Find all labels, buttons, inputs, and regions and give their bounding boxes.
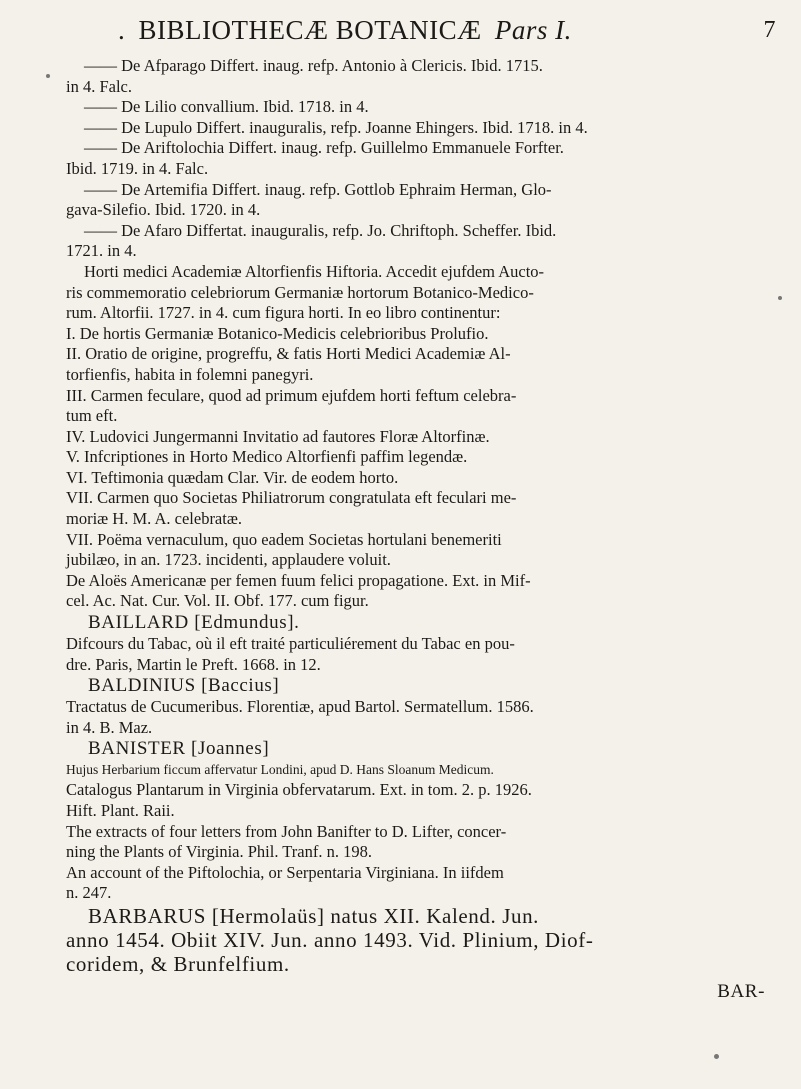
text-line: V. Infcriptiones in Horto Medico Altorfienfi paffim legendæ. [66, 447, 468, 467]
page-number: 7 [763, 17, 776, 43]
text-line: in 4. Falc. [66, 76, 132, 96]
text-line: VII. Poëma vernaculum, quo eadem Societas hortulani benemeriti [66, 529, 502, 549]
catchword: BAR- [717, 980, 765, 1002]
text-line: The extracts of four letters from John Banifter to D. Lifter, concer- [66, 821, 507, 841]
text-line: Ibid. 1719. in 4. Falc. [66, 158, 209, 178]
text-line: —— De Artemifia Differt. inaug. refp. Gottlob Ephraim Herman, Glo- [84, 179, 552, 199]
ink-speck [46, 74, 50, 78]
text-line: moriæ H. M. A. celebratæ. [66, 509, 242, 529]
page-body [66, 56, 771, 1003]
text-line: rum. Altorfii. 1727. in 4. cum figura horti. In eo libro continentur: [66, 303, 501, 323]
text-line: jubilæo, in an. 1723. incidenti, applaudere voluit. [66, 550, 391, 570]
text-line: torfienfis, habita in folemni panegyri. [66, 364, 314, 384]
text-line: tum eft. [66, 406, 118, 426]
header-part: Pars I. [494, 15, 572, 45]
text-line: Difcours du Tabac, où il eft traité particuliérement du Tabac en pou- [66, 634, 515, 654]
text-line: III. Carmen feculare, quod ad primum ejufdem horti feftum celebra- [66, 385, 517, 405]
text-line: cel. Ac. Nat. Cur. Vol. II. Obf. 177. cum figur. [66, 591, 369, 611]
text-line: IV. Ludovici Jungermanni Invitatio ad fautores Floræ Altorfinæ. [66, 426, 490, 446]
text-line: ning the Plants of Virginia. Phil. Tranf. n. 198. [66, 842, 372, 862]
text-line: —— De Lupulo Differt. inauguralis, refp. Joanne Ehingers. Ibid. 1718. in 4. [84, 117, 588, 137]
text-line: —— De Ariftolochia Differt. inaug. refp. Guillelmo Emmanuele Forfter. [84, 138, 564, 158]
text-line: dre. Paris, Martin le Preft. 1668. in 12. [66, 654, 321, 674]
running-header [118, 15, 776, 46]
text-line: —— De Afparago Differt. inaug. refp. Antonio à Clericis. Ibid. 1715. [84, 56, 543, 75]
text-line: gava-Silefio. Ibid. 1720. in 4. [66, 200, 261, 220]
text-line: Hujus Herbarium ficcum affervatur Londini, apud D. Hans Sloanum Medicum. [66, 762, 494, 778]
text-line: anno 1454. Obiit XIV. Jun. anno 1493. Vid. Plinium, Diof- [66, 927, 594, 952]
text-line: BAILLARD [Edmundus]. [88, 612, 300, 634]
text-line: I. De hortis Germaniæ Botanico-Medicis celebrioribus Prolufio. [66, 323, 489, 343]
text-line: —— De Afaro Differtat. inauguralis, refp. Jo. Chriftoph. Scheffer. Ibid. [84, 220, 557, 240]
text-line: Catalogus Plantarum in Virginia obfervatarum. Ext. in tom. 2. p. 1926. [66, 780, 532, 800]
text-line: BALDINIUS [Baccius] [88, 675, 280, 697]
text-line: An account of the Piftolochia, or Serpentaria Virginiana. In iifdem [66, 862, 504, 882]
text-line: n. 247. [66, 883, 112, 903]
text-line: ris commemoratio celebriorum Germaniæ hortorum Botanico-Medico- [66, 282, 534, 302]
text-line: coridem, & Brunfelfium. [66, 951, 290, 976]
text-line: De Aloës Americanæ per femen fuum felici propagatione. Ext. in Mif- [66, 570, 531, 590]
text-line: 1721. in 4. [66, 241, 137, 261]
text-line: in 4. B. Maz. [66, 717, 153, 737]
text-line: BARBARUS [Hermolaüs] natus XII. Kalend. Jun. [88, 903, 540, 928]
ink-speck [778, 296, 782, 300]
text-line: II. Oratio de origine, progreffu, & fatis Horti Medici Academiæ Al- [66, 344, 511, 364]
text-line: BANISTER [Joannes] [88, 738, 270, 760]
text-line: Tractatus de Cucumeribus. Florentiæ, apud Bartol. Sermatellum. 1586. [66, 697, 534, 717]
text-line: Hift. Plant. Raii. [66, 801, 175, 820]
ink-speck [714, 1054, 719, 1059]
text-line: VII. Carmen quo Societas Philiatrorum congratulata eft feculari me- [66, 488, 517, 508]
text-line: Horti medici Academiæ Altorfienfis Hiftoria. Accedit ejufdem Aucto- [84, 261, 545, 281]
header-title: BIBLIOTHECÆ BOTANICÆ [138, 15, 482, 45]
text-line: —— De Lilio convallium. Ibid. 1718. in 4. [84, 97, 369, 117]
text-line: VI. Teftimonia quædam Clar. Vir. de eodem horto. [66, 467, 399, 487]
header-bullet: . [118, 15, 126, 45]
